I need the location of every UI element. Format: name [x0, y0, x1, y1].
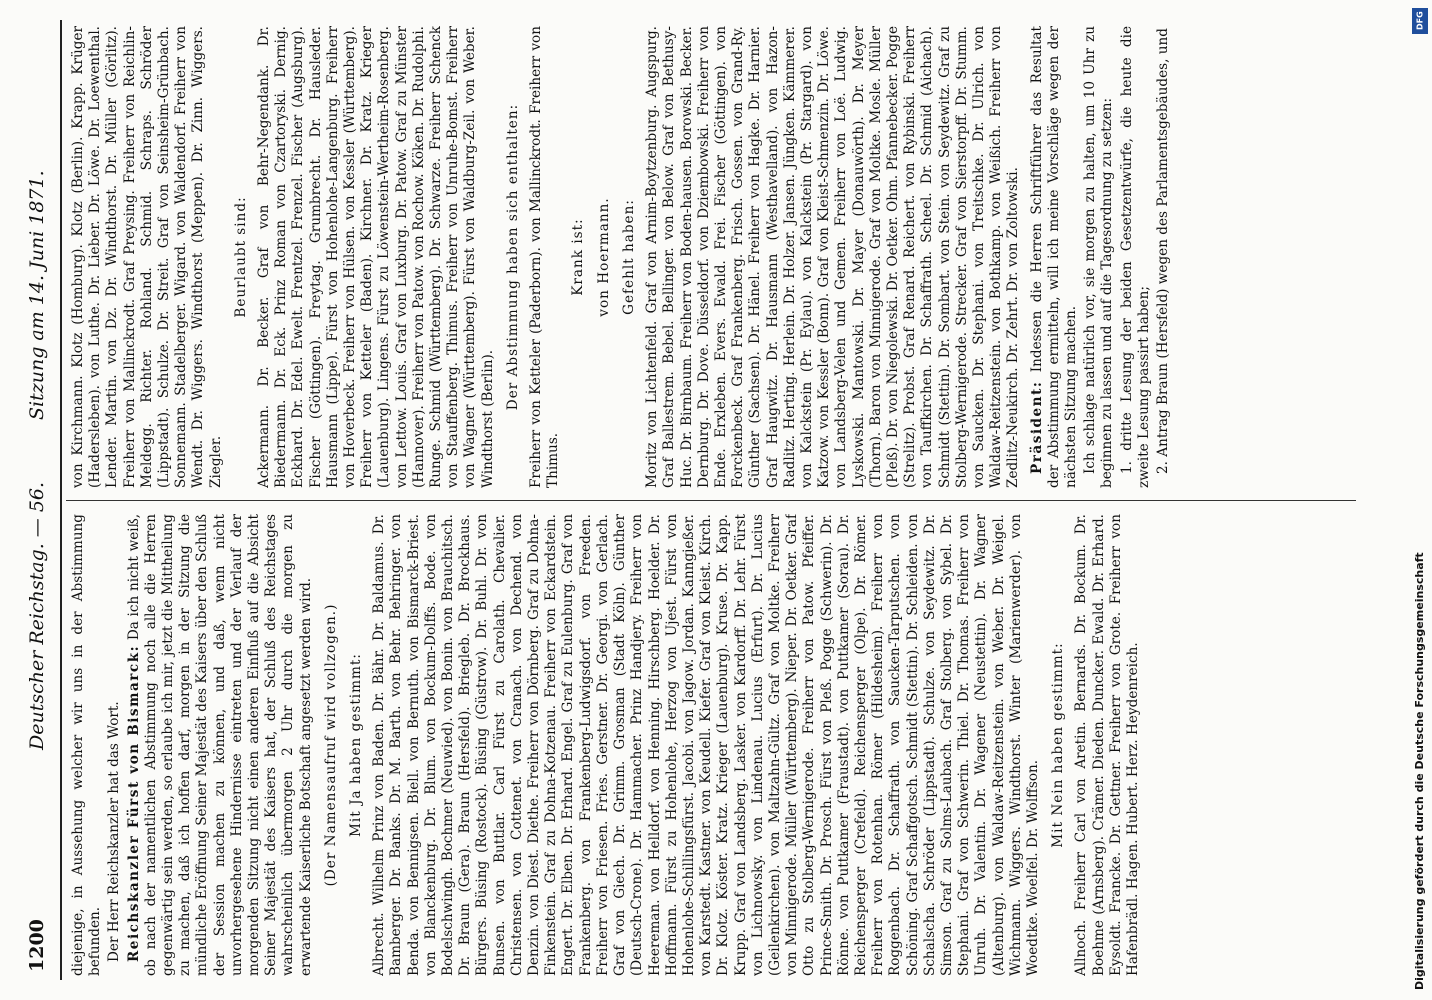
- agenda-item-2: 2. Antrag Braun (Hersfeld) wegen des Parlamentsgebäudes, und: [1154, 28, 1171, 474]
- dfg-credit: Digitalisierung gefördert durch die Deutsche Forschungsgemeinschaft: [1413, 552, 1426, 990]
- header-rule: [60, 20, 62, 980]
- left-column: [70, 514, 1360, 976]
- president-paragraph: [1029, 26, 1081, 488]
- bismarck-label: Reichskanzler Fürst von Bismarck:: [125, 644, 142, 962]
- president-label: Präsident:: [1028, 380, 1045, 474]
- bismarck-paragraph: [126, 514, 315, 976]
- names-top: von Kirchmann. Klotz (Homburg). Klotz (Berlin). Krapp. Krüger (Hadersleben). von Luthe. Dr. Lieber. Dr. Löwe. Dr. Loewenthal. Lender. Martin. von Dz. Dr. Windthorst. Dr. Müller (Görlitz). Freiherr von Mallinckrodt. Graf Preysing. Freiherr von Reichlin-Meldegg. Richter. Rohland. Schmid. Schraps. Schröder (Lippstadt). Schulze. Dr. Streit. Graf von Seinsheim-Grünbach. Sonnemann. Stadelberger. Wigard. von Waldendorf. Freiherr von Wendt. Dr. Wiggers. Windthorst (Meppen). Dr. Zinn. Wiggers. Ziegler.: [70, 26, 224, 488]
- no-heading: Mit Nein haben gestimmt:: [1050, 642, 1067, 848]
- no-names: Allnoch. Freiherr Carl von Aretin. Bernards. Dr. Bockum. Dr. Boehme (Arnsberg). Crämer. Dieden. Duncker. Ewald. Dr. Erhard. Eysoldt. Francke. Dr. Gettner. Freiherr von Grote. Freiherr von Hafenbrädl. Hagen. Hubert. Herz. Heydenreich.: [1073, 514, 1141, 976]
- excused-names: Ackermann. Dr. Becker. Graf von Behr-Negendank. Dr. Biedermann. Dr. Eck. Prinz Roman von Czartoryski. Dernig. Eckhard. Dr. Edel. Ewelt. Frentzel. Frenzel. Fischer (Augsburg). Fischer (Göttingen). Freytag. Grumbrecht. Dr. Hausleder. Hausmann (Lippe). Fürst von Hohenlohe-Langenburg. Freiherr von Hoverbeck. Freiherr von Hülsen. von Kessler (Württemberg). Freiherr von Ketteler (Baden). Kirchner. Dr. Kratz. Krieger (Lauenburg). Lingens. Fürst zu Löwenstein-Wertheim-Rosenberg. von Lettow. Louis. Graf von Luxburg. Dr. Patow. Graf zu Münster (Hannover). Freiherr von Patow. von Rochow. Köken. Dr. Rudolphi. Runge. Schmid (Württemberg). Dr. Schwarze. Freiherr Schenck von Stauffenberg. Thimus. Freiherr von Unruhe-Bomst. Freiherr von Wagner (Württemberg). Fürst von Waldburg-Zeil. von Weber. Windthorst (Berlin).: [256, 26, 496, 488]
- agenda-item-1: 1. dritte Lesung der beiden Gesetzentwürfe, die heute die zweite Lesung passirt haben;: [1118, 26, 1152, 488]
- intro-paragraph: diejenige, in Aussehung welcher wir uns in der Abstimmung befunden.: [70, 514, 104, 976]
- yes-names: Albrecht. Wilhelm Prinz von Baden. Dr. Bähr. Dr. Baldamus. Dr. Bamberger. Dr. Banks. Dr. M. Barth. von Behr. Behringer. von Benda. von Bennigsen. Biell. von Bernuth. von Bismarck-Briest. von Blanckenburg. Dr. Blum. von Bockum-Dolffs. Bode. von Bodelschwingh. Bochmer (Neuwied). von Bonin. von Brauchitsch. Dr. Braun (Gera). Braun (Hersfeld). Briegleb. Dr. Brockhaus. Bürgers. Büsing (Rostock). Büsing (Güstrow). Dr. Buhl. Dr. von Bunsen. von Buttlar. Carl Fürst zu Carolath. Chevalier. Christensen. von Cottenet. von Cranach. von Dechend. von Denzin. von Diest. Diethe. Freiherr von Dörnberg. Graf zu Dohna-Finkenstein. Graf zu Dohna-Kotzenau. Freiherr von Eckardstein. Engert. Dr. Elben. Dr. Erhard. Engel. Graf zu Eulenburg. Graf von Frankenberg. von Frankenberg-Ludwigsdorf. von Freeden. Freiherr von Friesen. Fries. Gerstner. Dr. Georgi. von Gerlach. Graf von Giech. Dr. Grimm. Grosman (Stadt Köln). Günther (Deutsch-Crone). Dr. Hammacher. Prinz Handjery. Freiherr von Heereman. von Helldorf. von Henning. Hirschberg. Hoelder. Dr. Hoffmann. Fürst zu Hohenlohe, Herzog von Ujest. Fürst von Hohenlohe-Schillingsfürst. Jacobi. von Jagow. Jordan. Kanngießer. von Karstedt. Kastner. von Keudell. Kiefer. Graf von Kleist. Kirch. Dr. Klotz. Köster. Kratz. Krieger (Lauenburg). Kruse. Dr. Kapp. Krupp. Graf von Landsberg. Lasker. von Kardorff. Dr. Lehr. Fürst von Lichnowsky. von Lindenau. Lucius (Erfurt). Dr. Lucius (Geilenkirchen). von Maltzahn-Gültz. Graf von Moltke. Freiherr von Minnigerode. Müller (Württemberg). Nieper. Dr. Oetker. Graf Otto zu Stolberg-Wernigerode. Freiherr von Patow. Pfeiffer. Prince-Smith. Dr. Prosch. Fürst von Pleß. Pogge (Schwerin). Dr. Rönne. von Puttkamer (Fraustadt). von Puttkamer (Sorau). Dr. Reichensperger (Crefeld). Reichensperger (Olpe). Dr. Römer. Freiherr von Rotenhan. Römer (Hildesheim). Freiherr von Roggenbach. Dr. Schaffrath. von Saucken-Tarputschen. von Schöning. Graf Schaffgotsch. Schmidt (Stettin). Dr. Schleiden. von Schalscha. Schröder (Lippstadt). Schulze. von Seydewitz. Dr. Simson. Graf zu Solms-Laubach. Graf Stolberg. von Sybel. Dr. Stephani. Graf von Schwerin. Thiel. Dr. Thomas. Freiherr von Unruh. Dr. Valentin. Dr. Wagener (Neustettin). Dr. Wagner (Altenburg). von Waldaw-Reitzenstein. von Weber. Dr. Weigel. Wichmann. Wiggers. Windthorst. Winter (Marienwerder). von Woedtke. Woelfel. Dr. Wolffson.: [371, 514, 1041, 976]
- digitization-sidebar: [1408, 0, 1432, 1000]
- president-paragraph-2: Ich schlage natürlich vor, sie morgen zu halten, um 10 Uhr zu beginnen zu lassen und auf die Tagesordnung zu setzen:: [1082, 26, 1116, 488]
- column-rule: [66, 500, 1356, 501]
- sick-names: von Hoermann.: [595, 197, 612, 317]
- absent-names: Moritz von Lichtenfeld. Graf von Arnim-Boytzenburg. Augspurg. Graf Ballestrem. Bebel. Bellinger. von Below. Graf von Bethusy-Huc. Dr. Birnbaum. Freiherr von Boden-hausen. Borowski. Becker. Dernburg. Dr. Dove. Düsseldorf. von Dziembowski. Freiherr von Ende. Erxleben. Evers. Ewald. Frei. Fischer (Göttingen). von Forckenbeck. Graf Frankenberg. Frisch. Gossen. von Grand-Ry. Günther (Sachsen). Dr. Hänel. Freiherr von Hagke. Dr. Harnier. Graf Haugwitz. Dr. Hausmann (Westhavelland). von Hazon-Radlitz. Herting. Herlein. Dr. Holzer. Jansen. Jüngken. Kämmerer. von Kalckstein (Pr. Eylau). von Kalckstein (Pr. Stargard). von Katzow. von Kessler (Bonn). Graf von Kleist-Schmenzin. Dr. Löwe. von Landsberg-Velen und Gemen. Freiherr von Loë. Ludwig. Lyskowski. Mantowski. Dr. Mayer (Donauwörth). Dr. Meyer (Thorn). Baron von Minnigerode. Graf von Moltke. Mosle. Müller (Pleß). Dr. von Niegolewski. Dr. Oetker. Ohm. Pfannebecker. Pogge (Strelitz). Probst. Graf Renard. Reichert. von Rybinski. Freiherr von Tauffkirchen. Dr. Schaffrath. Scheel. Dr. Schmid (Aichach). Schmidt (Stettin). Dr. Sombart. von Stein. von Seydewitz. Graf zu Stolberg-Wernigerode. Strecker. Graf von Sierstorpff. Dr. Stumm. von Saucken. Dr. Stephani. von Treitschke. Dr. Ulrich. von Waldaw-Reitzenstein. von Bothkamp. von Weißich. Freiherr von Zedlitz-Neukirch. Dr. Zehrt. Dr. von Zoltowski.: [644, 26, 1022, 488]
- session-date: Sitzung am 14. Juni 1871.: [26, 170, 48, 420]
- page-header: [20, 20, 54, 980]
- chancellor-line: Der Herr Reichskanzler hat das Wort.: [106, 701, 123, 962]
- roll-call-note: (Der Namensaufruf wird vollzogen.): [322, 603, 339, 887]
- president-text: Indessen die Herren Schriftführer das Resultat der Abstimmung ermitteln, will ich meine Vorschläge wegen der nächsten Sitzung machen.: [1028, 26, 1079, 488]
- dfg-logo-icon: DFG: [1412, 8, 1428, 34]
- yes-heading: Mit Ja haben gestimmt:: [348, 653, 365, 837]
- right-column: [70, 26, 1360, 488]
- excused-heading: Beurlaubt sind:: [232, 196, 249, 318]
- journal-title: Deutscher Reichstag. — 56.: [26, 481, 48, 750]
- abstained-heading: Der Abstimmung haben sich enthalten:: [504, 103, 521, 411]
- bismarck-text: Da ich nicht weiß, ob nach der namentlichen Abstimmung noch alle die Herren gegenwärtig sein werden, so erlaube ich mir, jetzt die Mittheilung zu machen, daß ich hoffen darf, morgen in der Sitzung die mündliche Eröffnung Seiner Majestät des Kaisers über den Schluß der Session machen zu können, und daß, wenn nicht unvorhergesehene Hindernisse eintreten und der Verlauf der morgenden Sitzung nicht einen anderen Einfluß auf die Absicht Seiner Majestät des Kaisers hat, der Schluß des Reichstages wahrscheinlich übermorgen 2 Uhr durch die morgen zu erwartende Kaiserliche Botschaft angesetzt werden wird.: [125, 514, 314, 976]
- abstained-names: Freiherr von Ketteler (Paderborn). von Mallinckrodt. Freiherr von Thimus.: [528, 26, 562, 488]
- rotated-page: [20, 20, 1380, 980]
- absent-heading: Gefehlt haben:: [620, 199, 637, 315]
- page-number: 1200: [26, 919, 48, 972]
- sick-heading: Krank ist:: [570, 218, 587, 296]
